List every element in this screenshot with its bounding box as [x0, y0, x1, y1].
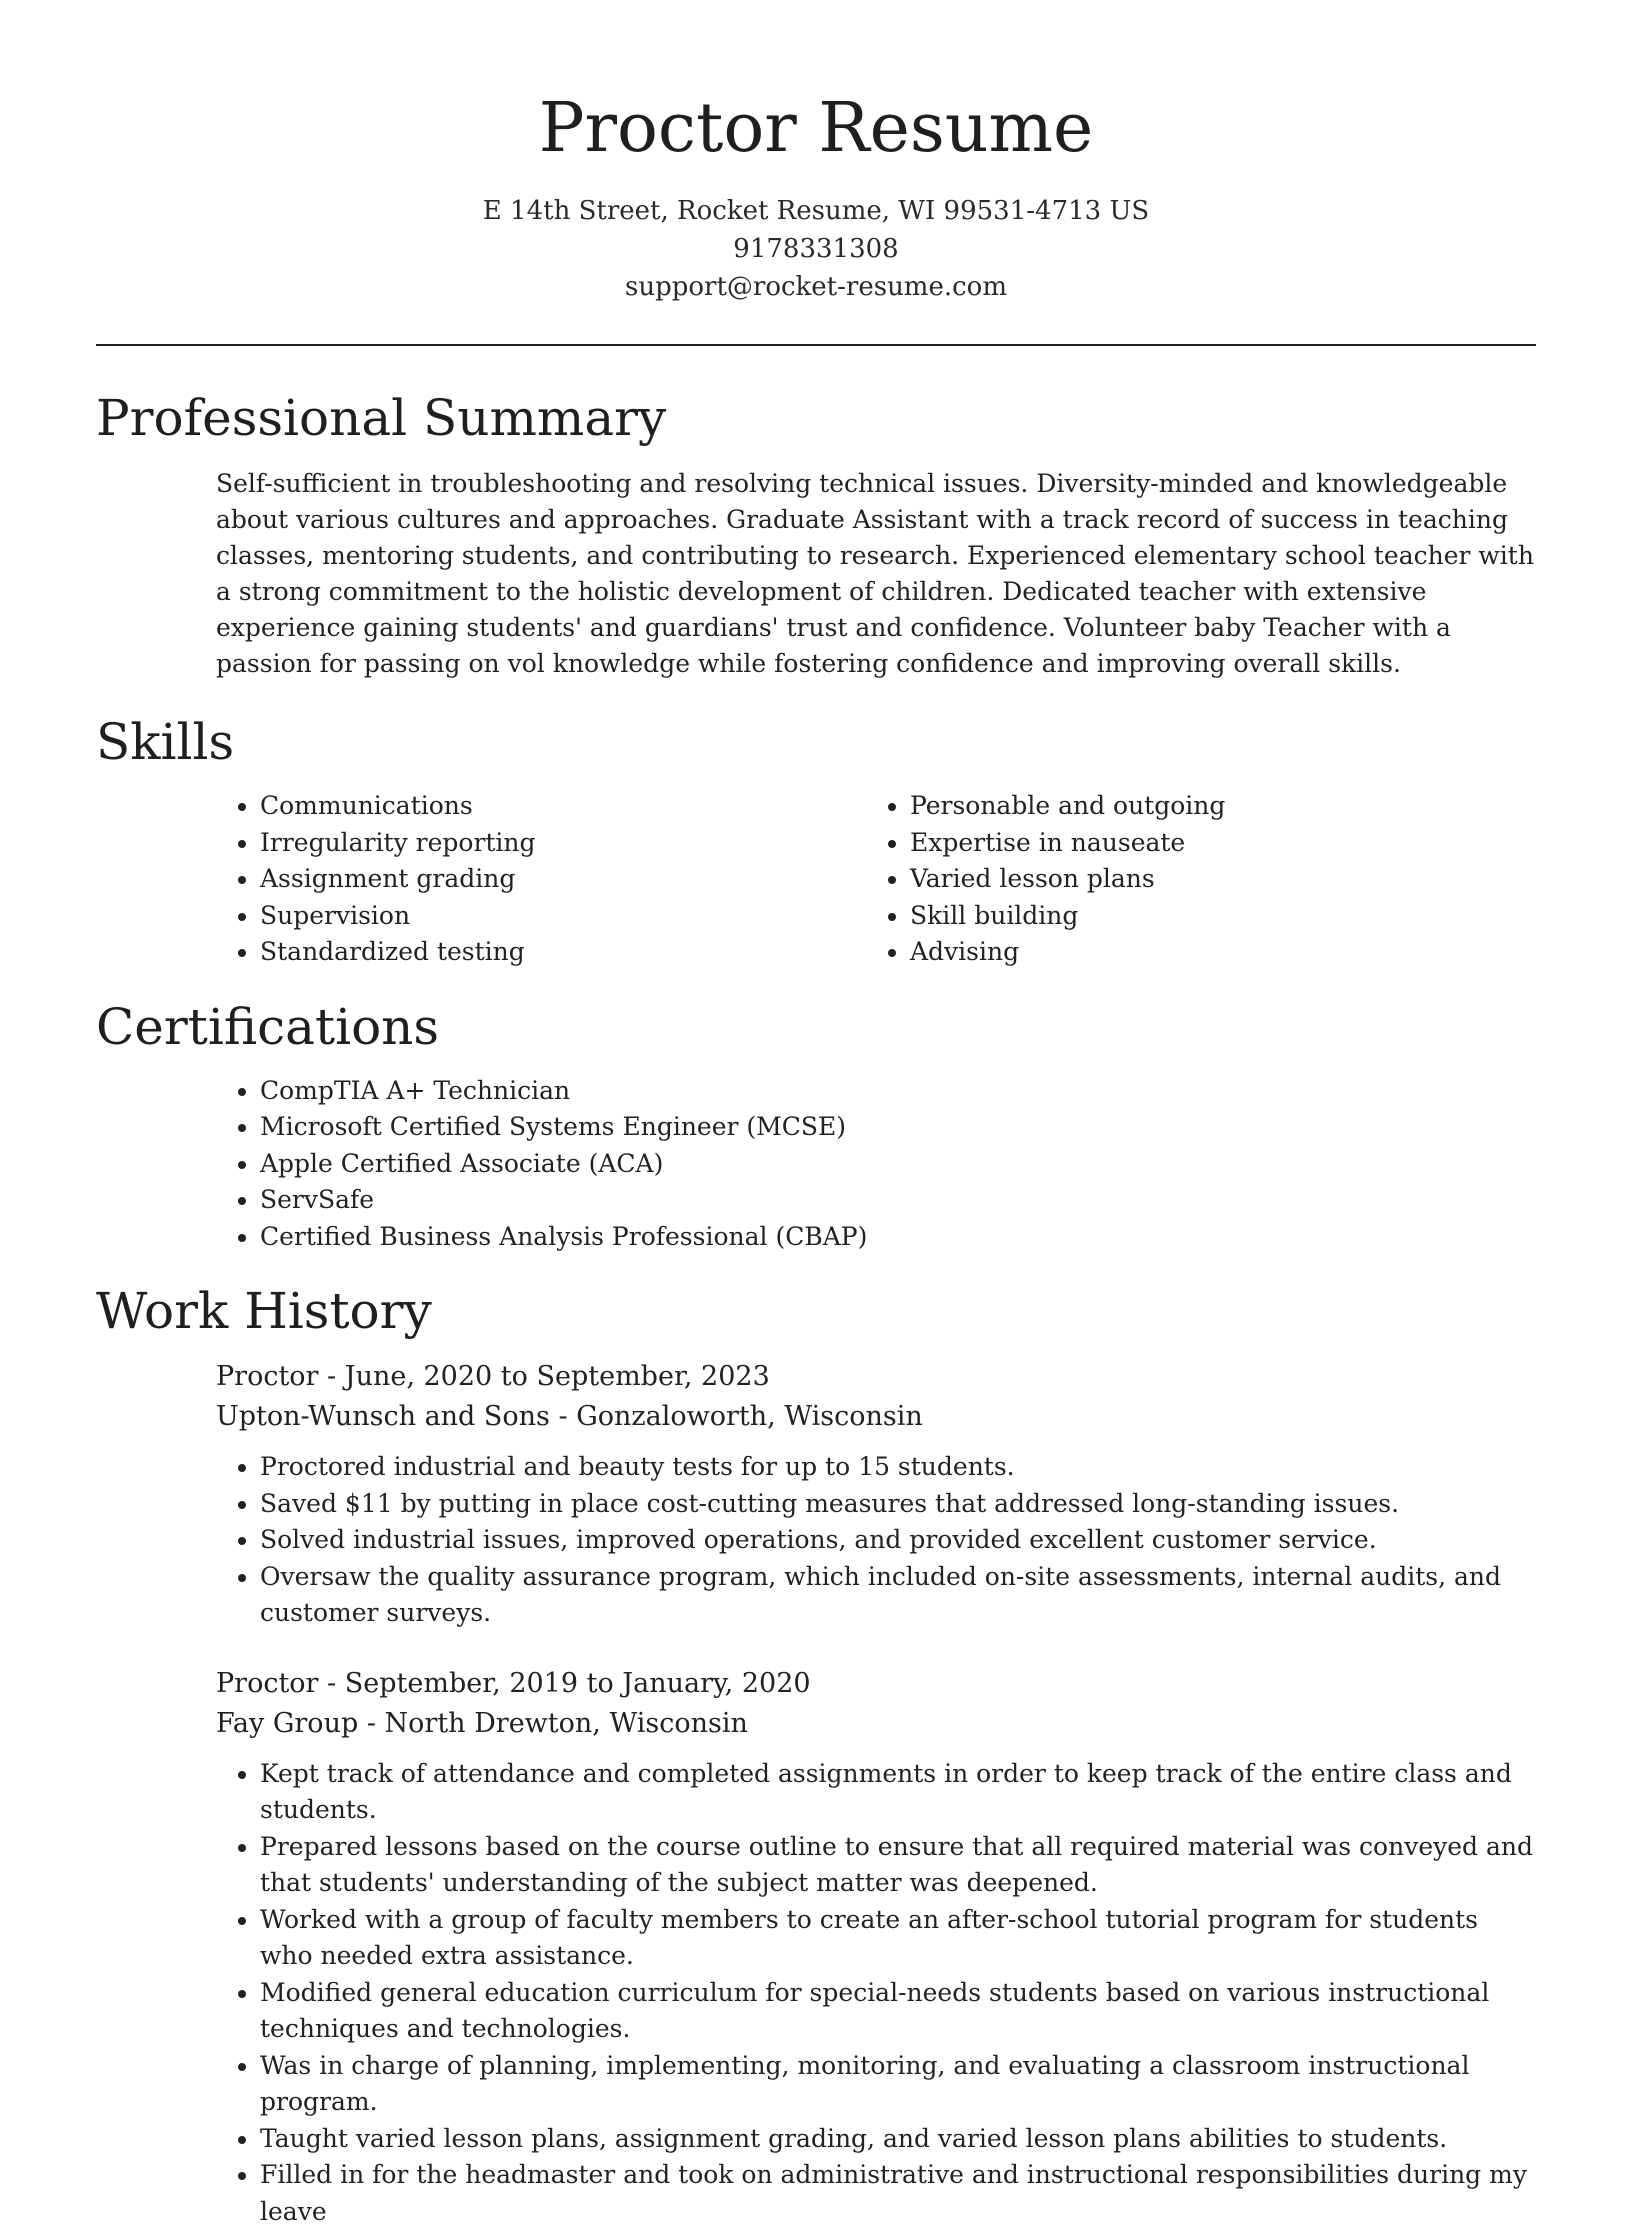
certifications-body	[216, 1073, 1536, 1256]
skill-item: • Assignment grading	[260, 861, 866, 898]
job-entry	[216, 1357, 1536, 1632]
contact-block	[96, 192, 1536, 306]
skills-section	[96, 712, 1536, 971]
skill-item: • Varied lesson plans	[910, 861, 1516, 898]
job-company-line	[216, 1704, 1536, 1744]
skill-item: • Supervision	[260, 898, 866, 935]
job-location: - North Drewton, Wisconsin	[358, 1708, 748, 1739]
job-bullet: • Taught varied lesson plans, assignment grading, and varied lesson plans abilities to students.	[260, 2121, 1536, 2158]
resume-header	[96, 0, 1536, 306]
job-bullet: • Filled in for the headmaster and took on administrative and instructional responsibilities during my leave	[260, 2157, 1536, 2230]
summary-text: Self-sufficient in troubleshooting and resolving technical issues. Diversity-minded and knowledgeable about various cultures and approaches. Graduate Assistant with a track record of success in teaching classes, mentoring students, and contributing to research. Experienced elementary school teacher with a strong commitment to the holistic development of children. Dedicated teacher with extensive experience gaining students' and guardians' trust and confidence. Volunteer baby Teacher with a passion for passing on vol knowledge while fostering confidence and improving overall skills.	[216, 466, 1536, 682]
summary-title: Professional Summary	[96, 388, 1536, 448]
skill-item: • Standardized testing	[260, 934, 866, 971]
job-bullet: • Prepared lessons based on the course outline to ensure that all required material was conveyed and that students' understanding of the subject matter was deepened.	[260, 1829, 1536, 1902]
skills-column-left	[216, 788, 866, 971]
job-bullet: • Worked with a group of faculty members to create an after-school tutorial program for students who needed extra assistance.	[260, 1902, 1536, 1975]
resume-page	[96, 0, 1536, 2230]
skill-item: • Communications	[260, 788, 866, 825]
phone: 9178331308	[96, 230, 1536, 268]
certifications-title: Certifications	[96, 997, 1536, 1057]
skill-item: • Skill building	[910, 898, 1516, 935]
job-bullet: • Oversaw the quality assurance program, which included on-site assessments, internal audits, and customer surveys.	[260, 1559, 1536, 1632]
job-title-line	[216, 1664, 1536, 1704]
skill-item: • Irregularity reporting	[260, 825, 866, 862]
certification-item: • ServSafe	[260, 1182, 1536, 1219]
skills-title: Skills	[96, 712, 1536, 772]
skills-grid	[216, 788, 1536, 971]
certification-item: • Microsoft Certified Systems Engineer (MCSE)	[260, 1109, 1536, 1146]
job-entry	[216, 1664, 1536, 2230]
skills-column-right	[866, 788, 1516, 971]
skill-item: • Advising	[910, 934, 1516, 971]
skill-item: • Expertise in nauseate	[910, 825, 1516, 862]
summary-body	[216, 466, 1536, 682]
skill-item: • Personable and outgoing	[910, 788, 1516, 825]
job-bullet: • Was in charge of planning, implementing, monitoring, and evaluating a classroom instructional program.	[260, 2048, 1536, 2121]
job-bullet: • Kept track of attendance and completed assignments in order to keep track of the entire class and students.	[260, 1756, 1536, 1829]
job-title: Proctor	[216, 1361, 318, 1392]
header-divider	[96, 344, 1536, 346]
job-bullet: • Solved industrial issues, improved operations, and provided excellent customer service.	[260, 1522, 1536, 1559]
work-history-section	[96, 1281, 1536, 2230]
job-bullets	[216, 1449, 1536, 1632]
certification-item: • Apple Certified Associate (ACA)	[260, 1146, 1536, 1183]
certification-item: • Certified Business Analysis Professional (CBAP)	[260, 1219, 1536, 1256]
job-bullets	[216, 1756, 1536, 2230]
summary-section	[96, 388, 1536, 682]
certification-item: • CompTIA A+ Technician	[260, 1073, 1536, 1110]
email: support@rocket-resume.com	[96, 268, 1536, 306]
job-bullet: • Proctored industrial and beauty tests for up to 15 students.	[260, 1449, 1536, 1486]
job-title: Proctor	[216, 1668, 318, 1699]
job-company: Fay Group	[216, 1708, 358, 1739]
job-bullet: • Modified general education curriculum for special-needs students based on various instructional techniques and technologies.	[260, 1975, 1536, 2048]
address: E 14th Street, Rocket Resume, WI 99531-4713 US	[96, 192, 1536, 230]
resume-name: Proctor Resume	[96, 84, 1536, 174]
job-company-line	[216, 1397, 1536, 1437]
job-company: Upton-Wunsch and Sons	[216, 1401, 550, 1432]
skills-body	[216, 788, 1536, 971]
certifications-section	[96, 997, 1536, 1256]
job-title-line	[216, 1357, 1536, 1397]
work-history-title: Work History	[96, 1281, 1536, 1341]
job-bullet: • Saved $11 by putting in place cost-cutting measures that addressed long-standing issues.	[260, 1486, 1536, 1523]
job-dates: - June, 2020 to September, 2023	[318, 1361, 769, 1392]
job-dates: - September, 2019 to January, 2020	[318, 1668, 810, 1699]
job-location: - Gonzaloworth, Wisconsin	[550, 1401, 923, 1432]
